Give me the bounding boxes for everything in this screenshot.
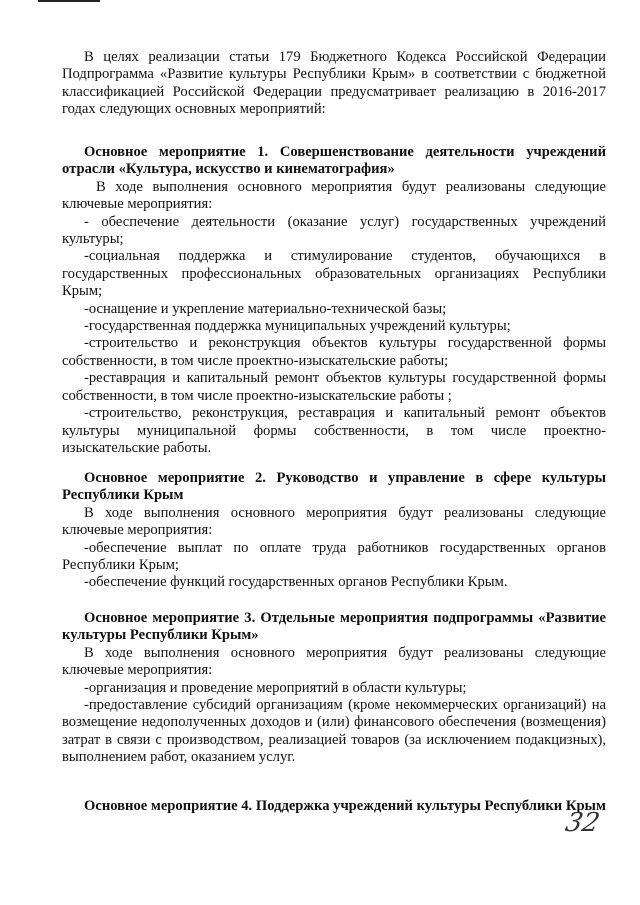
measure-2-item: -обеспечение выплат по оплате труда работников государственных органов Республики Крым; (62, 539, 606, 574)
measure-1-item: -оснащение и укрепление материально-технической базы; (84, 300, 447, 317)
measure-2-lead: В ходе выполнения основного мероприятия будут реализованы следующие ключевые мероприятия: (62, 504, 606, 539)
measure-1-item: - обеспечение деятельности (оказание услуг) государственных учреждений культуры; (62, 213, 606, 248)
measure-3-heading: Основное мероприятие 3. Отдельные мероприятия подпрограммы «Развитие культуры Республики Крым» (62, 610, 606, 644)
measure-1-lead: В ходе выполнения основного мероприятия будут реализованы следующие ключевые мероприятия: (62, 178, 606, 213)
measure-1-item: -строительство, реконструкция, реставрация и капитальный ремонт объектов культуры муниципальной формы собственности, в том числе проектно-изыскательские работы. (62, 405, 606, 456)
measure-3-lead: В ходе выполнения основного мероприятия будут реализованы следующие ключевые мероприятия: (62, 644, 606, 679)
intro-block (62, 49, 606, 119)
intro-paragraph: В целях реализации статьи 179 Бюджетного Кодекса Российской Федерации Подпрограмма «Развитие культуры Республики Крым» в соответствии с бюджетной классификацией Российской Федерации предусматривает реализацию в 2016-2017 годах следующих основных мероприятий: (62, 49, 606, 118)
measure-1-heading: Основное мероприятие 1. Совершенствование деятельности учреждений отрасли «Культура, искусство и кинематография» (62, 144, 606, 178)
measure-2-section (62, 470, 606, 592)
measure-3-section (62, 610, 606, 767)
measure-4-heading: Основное мероприятие 4. Поддержка учреждений культуры Республики Крым (84, 798, 606, 814)
measure-3-item: -организация и проведение мероприятий в области культуры; (84, 679, 467, 696)
measure-2-heading: Основное мероприятие 2. Руководство и управление в сфере культуры Республики Крым (62, 470, 606, 504)
measure-1-item: -социальная поддержка и стимулирование студентов, обучающихся в государственных профессиональных образовательных организациях Республики Крым; (62, 248, 606, 300)
measure-1-section (62, 144, 606, 457)
page-number: 32 (562, 808, 603, 838)
measure-1-item: -строительство и реконструкция объектов культуры государственной формы собственности, в том числе проектно-изыскательские работы; (62, 335, 606, 369)
measure-1-item: -государственная поддержка муниципальных учреждений культуры; (84, 318, 511, 335)
measure-4-section (62, 798, 606, 815)
measure-2-item: -обеспечение функций государственных органов Республики Крым. (84, 574, 508, 591)
measure-3-item: -предоставление субсидий организациям (кроме некоммерческих организаций) на возмещение недополученных доходов и (или) финансового обеспечения (возмещения) затрат в связи с производством, реализацией товаров (за исключением подакцизных), выполнением работ, оказанием услуг. (62, 697, 606, 766)
top-rule (38, 0, 100, 2)
measure-1-item: -реставрация и капитальный ремонт объектов культуры государственной формы собственности, в том числе проектно-изыскательские работы ; (62, 370, 606, 404)
